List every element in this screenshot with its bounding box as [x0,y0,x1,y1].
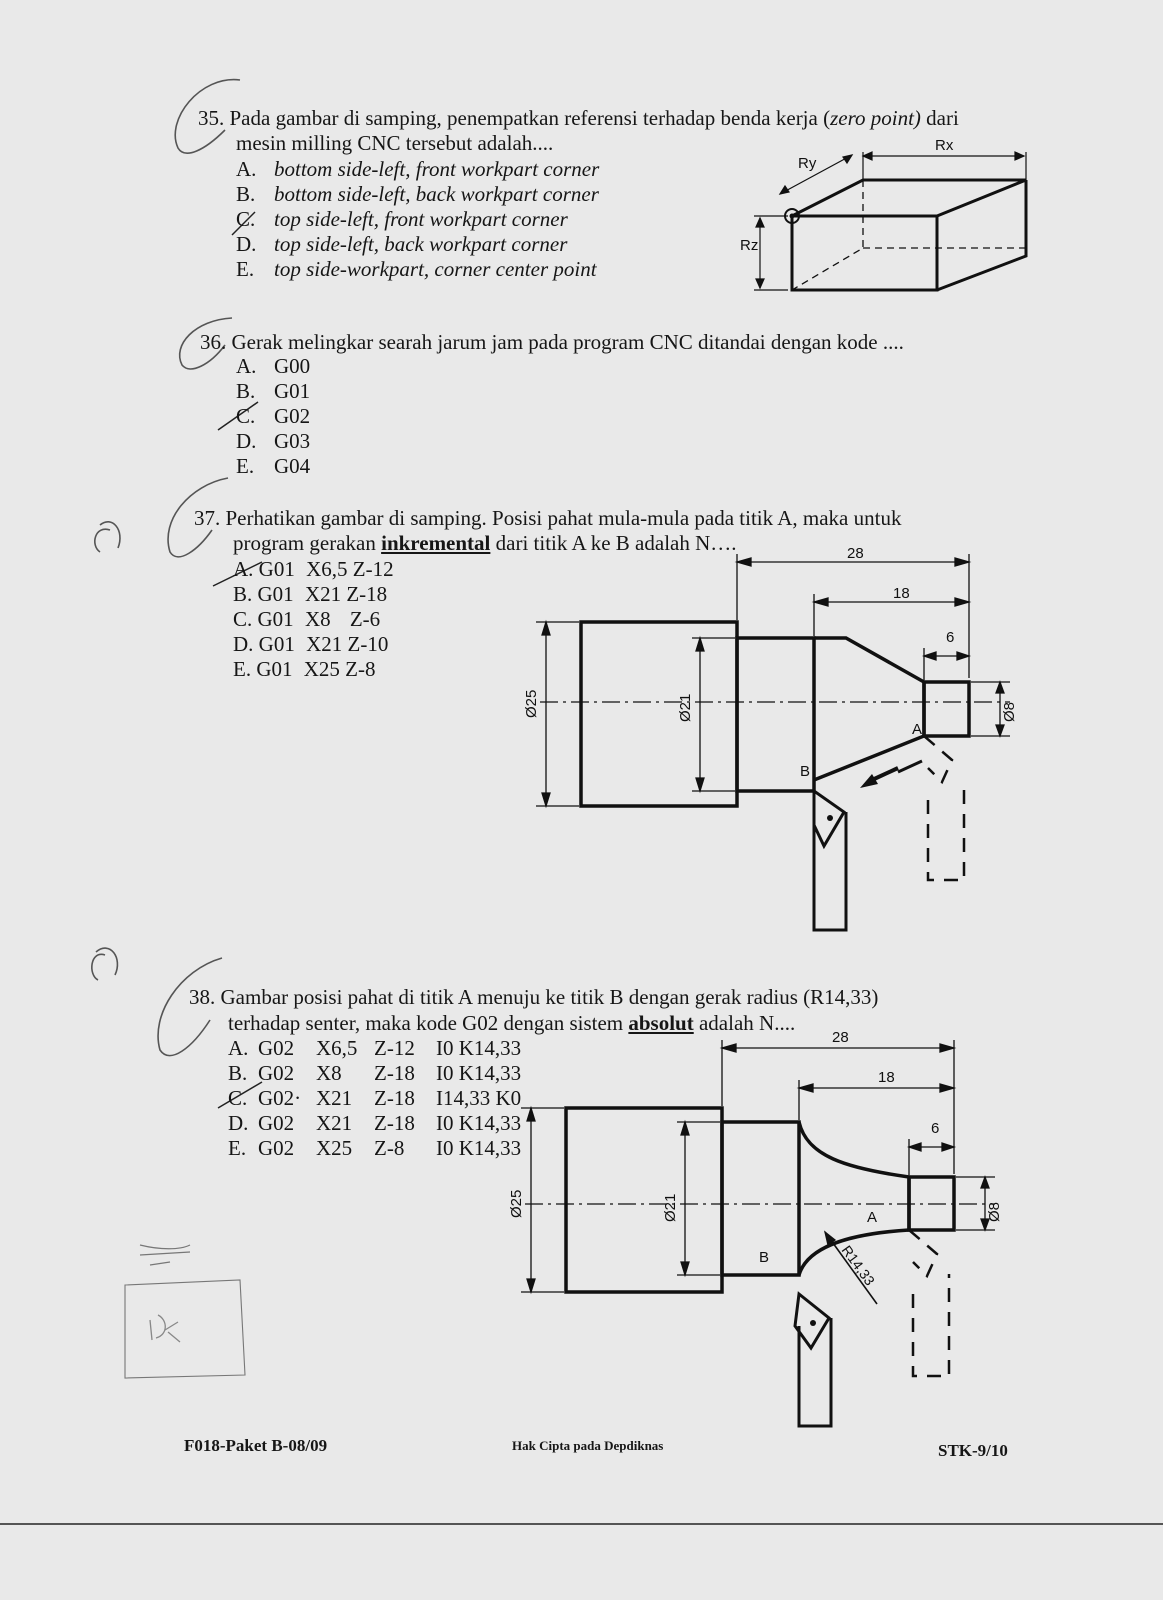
footer-code: F018-Paket B-08/09 [184,1436,328,1455]
option-x: X21 [304,582,342,606]
option-38-b[interactable] [228,1061,521,1086]
option-letter: E. [236,257,255,281]
option-37-d[interactable] [233,632,388,657]
option-35-b[interactable] [236,182,599,207]
question-35-stem [198,106,1038,131]
part-diameter-8 [924,682,969,736]
option-x: X8 [316,1061,342,1085]
label-ry: Ry [798,155,817,172]
question-keyword: inkremental [381,531,491,555]
question-text: program gerakan [233,531,382,555]
tool-shank-b [799,1318,831,1426]
option-x: X8 [304,607,331,631]
option-ik: I0 K14,33 [436,1136,522,1160]
option-38-d[interactable] [228,1111,521,1136]
option-36-d[interactable] [236,429,310,454]
pencil-box [125,1280,245,1378]
option-letter: E. [233,657,252,681]
option-z: Z-18 [374,1061,415,1085]
question-text-italic: zero point) [830,106,921,130]
option-letter: D. [233,632,254,656]
option-letter: E. [228,1136,247,1160]
part-diameter-25 [581,622,737,806]
option-z: Z-18 [374,1111,415,1135]
label-rz: Rz [740,237,759,254]
option-letter: D. [228,1111,249,1135]
option-letter: D. [236,429,257,453]
option-letter: C. [228,1086,248,1110]
block-front-face [792,216,937,290]
option-text: G04 [274,454,311,478]
option-letter: A. [236,354,257,378]
pencil-arrow [140,1245,190,1265]
dim-18: 18 [893,585,910,602]
option-g: G02· [258,1086,302,1110]
option-35-e[interactable] [236,257,597,282]
option-letter: B. [236,379,256,403]
question-keyword: absolut [628,1011,694,1035]
block-top-face [792,180,1026,216]
question-38-stem [189,985,1029,1010]
option-ik: I0 K14,33 [436,1111,522,1135]
dim-d25: Ø25 [508,1189,525,1218]
point-b: B [759,1249,770,1266]
option-x: X21 [306,632,343,656]
dim-d8: Ø8 [986,1201,1003,1222]
option-38-c[interactable] [228,1086,521,1111]
option-letter: B. [236,182,256,206]
option-text: top side-left, back workpart corner [274,232,568,256]
option-text: G01 [274,379,311,403]
option-g: G01 [257,582,294,606]
option-letter: C. [233,607,253,631]
option-text: G03 [274,429,311,453]
block-hidden-edges [792,180,1026,290]
option-38-e[interactable] [228,1136,521,1161]
option-ik: I0 K14,33 [436,1036,522,1060]
dim-28: 28 [832,1029,849,1046]
dim-6: 6 [946,629,955,646]
question-text: dari [920,106,959,130]
option-37-b[interactable] [233,582,387,607]
option-text: bottom side-left, front workpart corner [274,157,600,181]
question-37-stem [194,506,1034,531]
option-text: top side-workpart, corner center point [274,257,597,281]
feed-arrow [898,761,922,772]
option-ik: I0 K14,33 [436,1061,522,1085]
option-x: X6,5 [306,557,348,581]
option-x: X25 [316,1136,353,1160]
pencil-text [150,1315,180,1342]
option-z: Z-10 [347,632,389,656]
option-z: Z-18 [374,1086,415,1110]
tool-insert-hole [827,815,833,821]
option-38-a[interactable] [228,1036,521,1061]
scan-edge [0,1523,1163,1525]
question-number: 38. [189,985,216,1009]
dim-d8: Ø8 [1001,701,1018,722]
question-text: dari titik A ke B adalah N…. [490,531,737,555]
option-36-a[interactable] [236,354,310,379]
point-b: B [800,763,811,780]
option-letter: A. [236,157,257,181]
part-diameter-25 [566,1108,722,1292]
option-ik: I14,33 K0 [436,1086,522,1110]
option-z: Z-12 [374,1036,415,1060]
option-36-c[interactable] [236,404,310,429]
question-text: adalah N.... [693,1011,796,1035]
label-rx: Rx [935,137,954,154]
dim-d21: Ø21 [677,693,694,722]
option-g: G02 [258,1136,295,1160]
option-35-c[interactable] [236,207,568,232]
option-g: G01 [258,632,295,656]
tool-insert-hole [810,1320,816,1326]
option-z: Z-8 [345,657,376,681]
tool-hidden-a [909,1230,949,1376]
option-letter: B. [228,1061,248,1085]
option-37-e[interactable] [233,657,376,682]
question-38-line2 [228,1011,795,1036]
dim-d21: Ø21 [662,1193,679,1222]
option-text: G02 [274,404,311,428]
option-35-a[interactable] [236,157,599,182]
figure-35-workpiece [740,138,1040,298]
question-35-line2: mesin milling CNC tersebut adalah.... [236,131,554,155]
option-g: G01 [256,657,293,681]
option-z: Z-12 [352,557,394,581]
option-letter: A. [233,557,254,581]
option-g: G02 [258,1061,295,1085]
footer-copyright: Hak Cipta pada Depdiknas [512,1438,664,1453]
dim-18: 18 [878,1069,895,1086]
option-36-b[interactable] [236,379,310,404]
figure-38-lathe-profile [495,1029,1015,1436]
option-letter: A. [228,1036,249,1060]
pencil-scribble-1 [95,522,120,552]
radius-label: R14,33 [838,1242,879,1289]
part-taper [814,638,924,780]
question-number: 37. [194,506,221,530]
option-g: G02 [258,1111,295,1135]
option-g: G02 [258,1036,295,1060]
option-letter: B. [233,582,253,606]
option-x: X21 [316,1086,353,1110]
option-x: X6,5 [316,1036,358,1060]
option-37-a[interactable] [233,557,394,582]
option-g: G01 [257,607,294,631]
footer-page: STK-9/10 [938,1441,1008,1460]
question-text: Gerak melingkar searah jarum jam pada program CNC ditandai dengan kode .... [231,330,904,354]
option-37-c[interactable] [233,607,380,632]
option-z: Z-18 [346,582,388,606]
option-x: X25 [303,657,340,681]
point-a: A [912,721,923,738]
figure-37-lathe-profile [510,545,1030,950]
question-text: Perhatikan gambar di samping. Posisi pahat mula-mula pada titik A, maka untuk [225,506,902,530]
question-text: Gambar posisi pahat di titik A menuju ke titik B dengan gerak radius (R14,33) [220,985,879,1009]
question-text: terhadap senter, maka kode G02 dengan sistem [228,1011,629,1035]
option-letter: D. [236,232,257,256]
option-letter: C. [236,207,256,231]
tool-hidden-a [924,736,964,880]
pencil-scribble-2 [92,948,118,980]
question-number: 36. [200,330,227,354]
point-a: A [867,1209,878,1226]
option-x: X21 [316,1111,353,1135]
option-text: bottom side-left, back workpart corner [274,182,599,206]
option-text: top side-left, front workpart corner [274,207,568,231]
dim-d25: Ø25 [523,689,540,718]
option-letter: E. [236,454,255,478]
option-z: Z-8 [374,1136,405,1160]
question-text: Pada gambar di samping, penempatkan referensi terhadap benda kerja ( [229,106,831,130]
question-36-stem [200,330,1040,355]
zero-point-center [790,214,795,219]
option-g: G01 [258,557,295,581]
dim-28: 28 [847,545,864,562]
tool-shank-b [814,812,846,930]
dim-6: 6 [931,1120,940,1137]
option-text: G00 [274,354,311,378]
question-number: 35. [198,106,225,130]
option-35-d[interactable] [236,232,567,257]
option-letter: C. [236,404,256,428]
option-36-e[interactable] [236,454,310,479]
option-z: Z-6 [349,607,381,631]
